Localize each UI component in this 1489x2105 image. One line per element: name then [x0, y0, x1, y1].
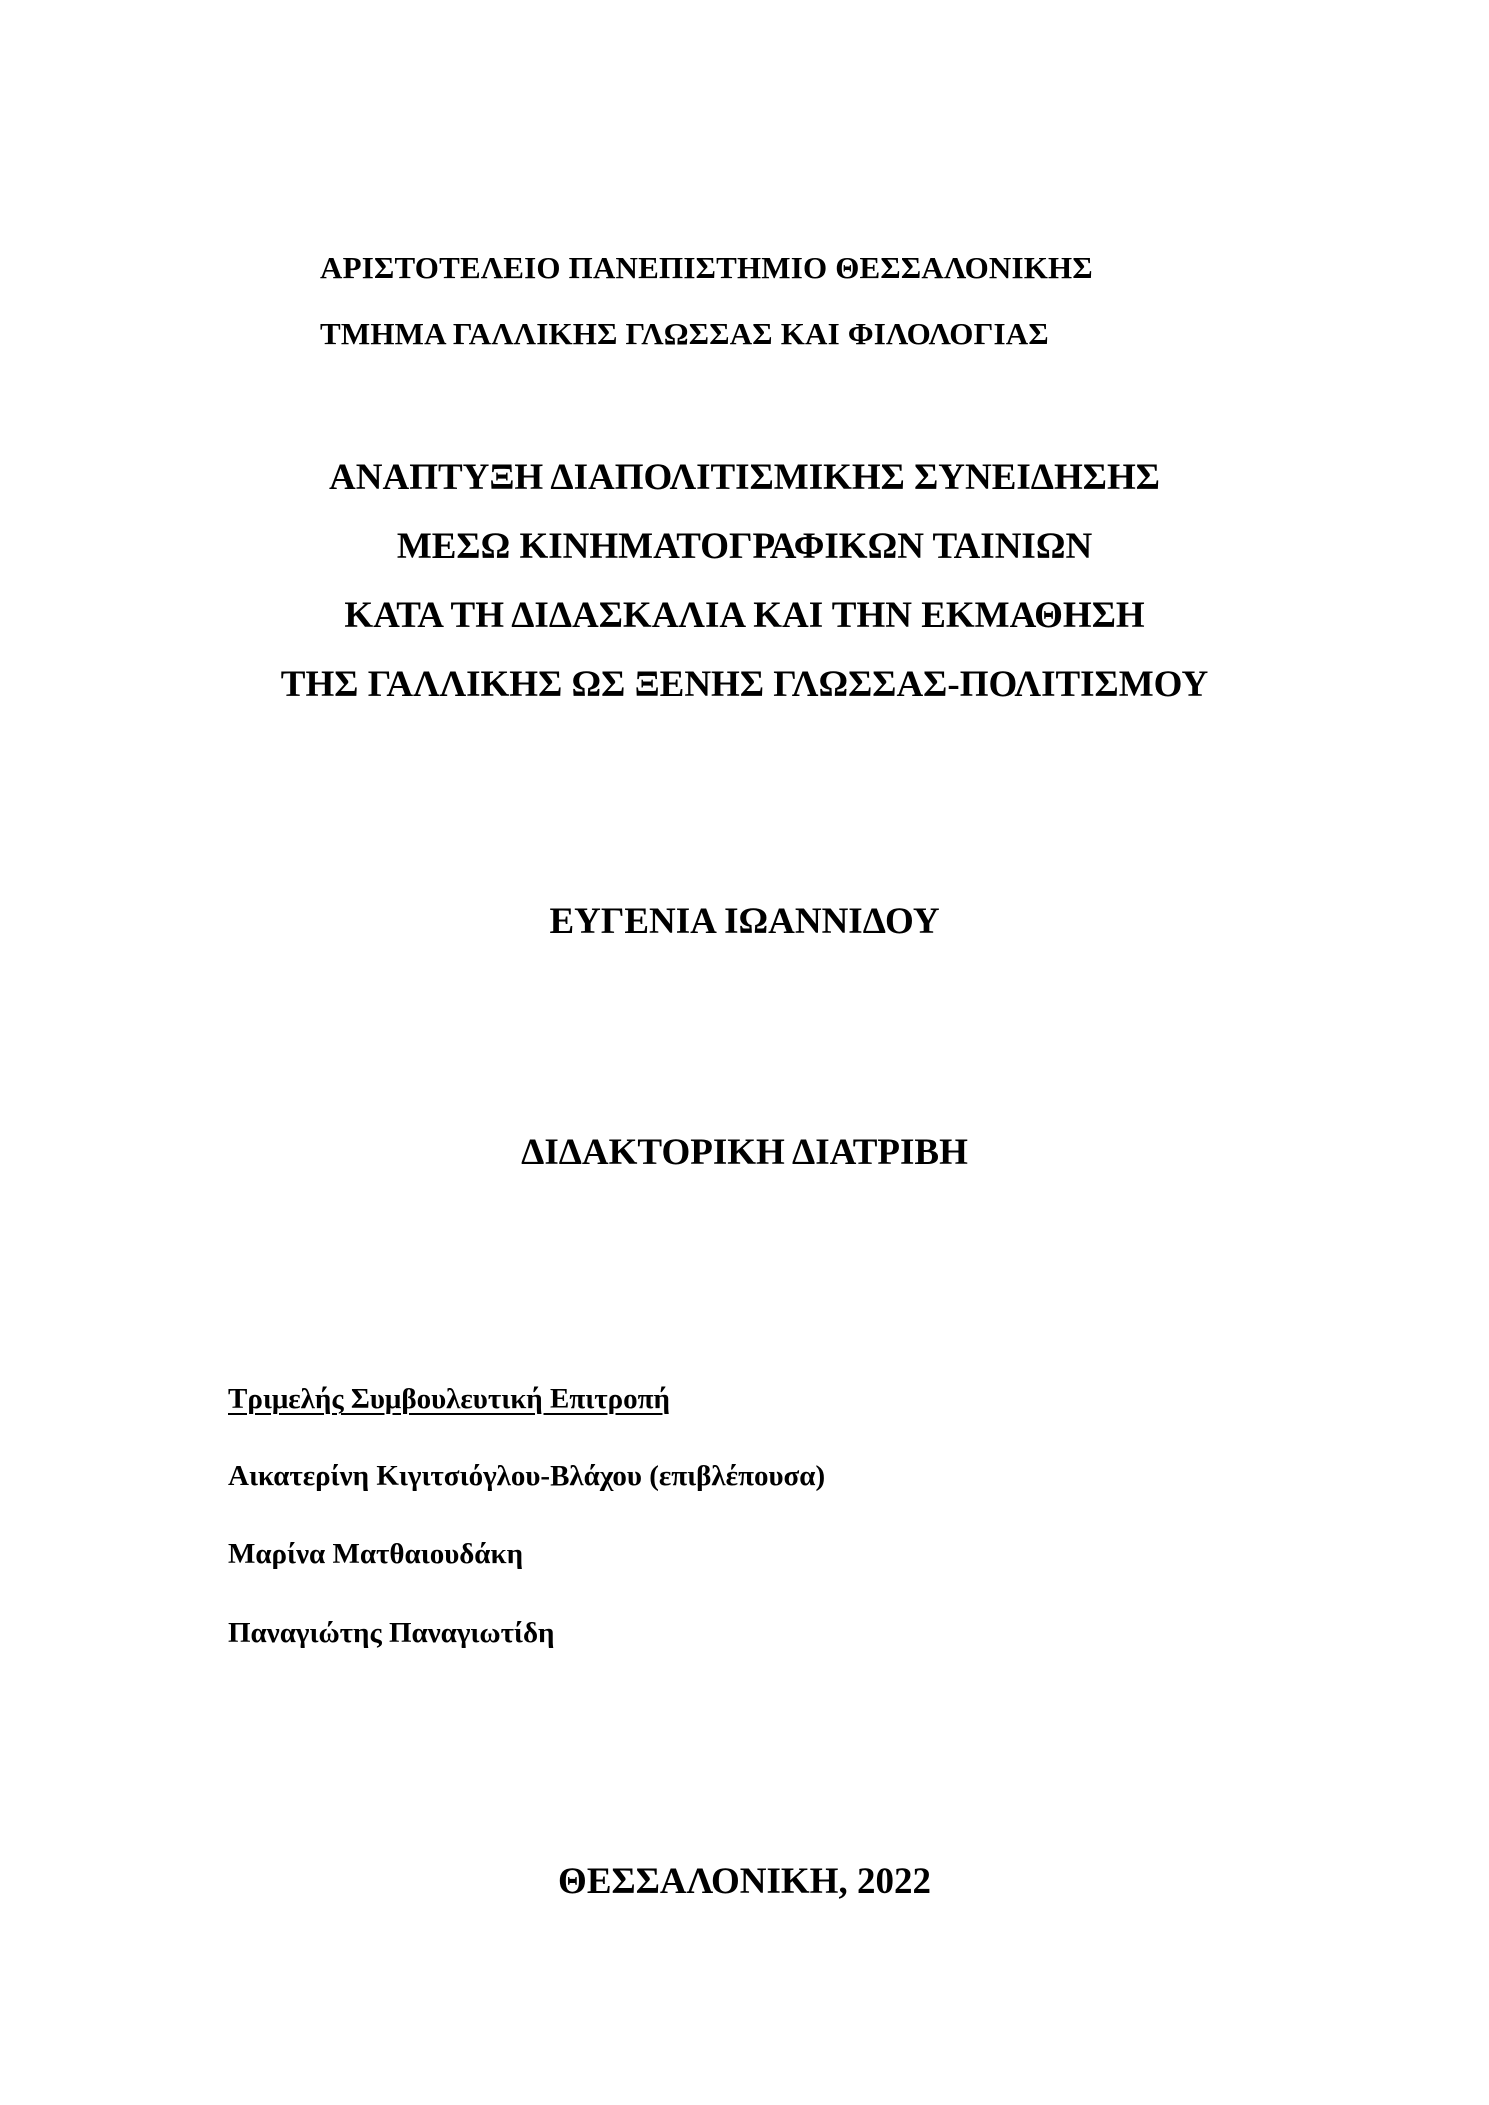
department-name: ΤΜΗΜΑ ΓΑΛΛΙΚΗΣ ΓΛΩΣΣΑΣ ΚΑΙ ΦΙΛΟΛΟΓΙΑΣ	[320, 316, 1049, 351]
university-name: ΑΡΙΣΤΟΤΕΛΕΙΟ ΠΑΝΕΠΙΣΤΗΜΙΟ ΘΕΣΣΑΛΟΝΙΚΗΣ	[320, 250, 1093, 285]
committee-member: Μαρίνα Ματθαιουδάκη	[228, 1538, 524, 1570]
thesis-title-line-3: ΚΑΤΑ ΤΗ ΔΙΔΑΣΚΑΛΙΑ ΚΑΙ ΤΗΝ ΕΚΜΑΘΗΣΗ	[344, 595, 1145, 636]
thesis-title-line-4: ΤΗΣ ΓΑΛΛΙΚΗΣ ΩΣ ΞΕΝΗΣ ΓΛΩΣΣΑΣ-ΠΟΛΙΤΙΣΜΟΥ	[280, 664, 1209, 705]
thesis-title-line-1: ΑΝΑΠΤΥΞΗ ΔΙΑΠΟΛΙΤΙΣΜΙΚΗΣ ΣΥΝΕΙΔΗΣΗΣ	[329, 457, 1160, 498]
committee-member: Παναγιώτης Παναγιωτίδη	[228, 1617, 555, 1649]
committee-member: Αικατερίνη Κιγιτσιόγλου-Βλάχου (επιβλέπουσα)	[228, 1460, 826, 1492]
place-and-year: ΘΕΣΣΑΛΟΝΙΚΗ, 2022	[558, 1861, 931, 1902]
document-type: ΔΙΔΑΚΤΟΡΙΚΗ ΔΙΑΤΡΙΒΗ	[521, 1132, 968, 1173]
thesis-title-line-2: ΜΕΣΩ ΚΙΝΗΜΑΤΟΓΡΑΦΙΚΩΝ ΤΑΙΝΙΩΝ	[396, 526, 1093, 567]
committee-heading: Τριμελής Συμβουλευτική Επιτροπή	[228, 1383, 670, 1415]
author-name: ΕΥΓΕΝΙΑ ΙΩΑΝΝΙΔΟΥ	[549, 901, 940, 942]
